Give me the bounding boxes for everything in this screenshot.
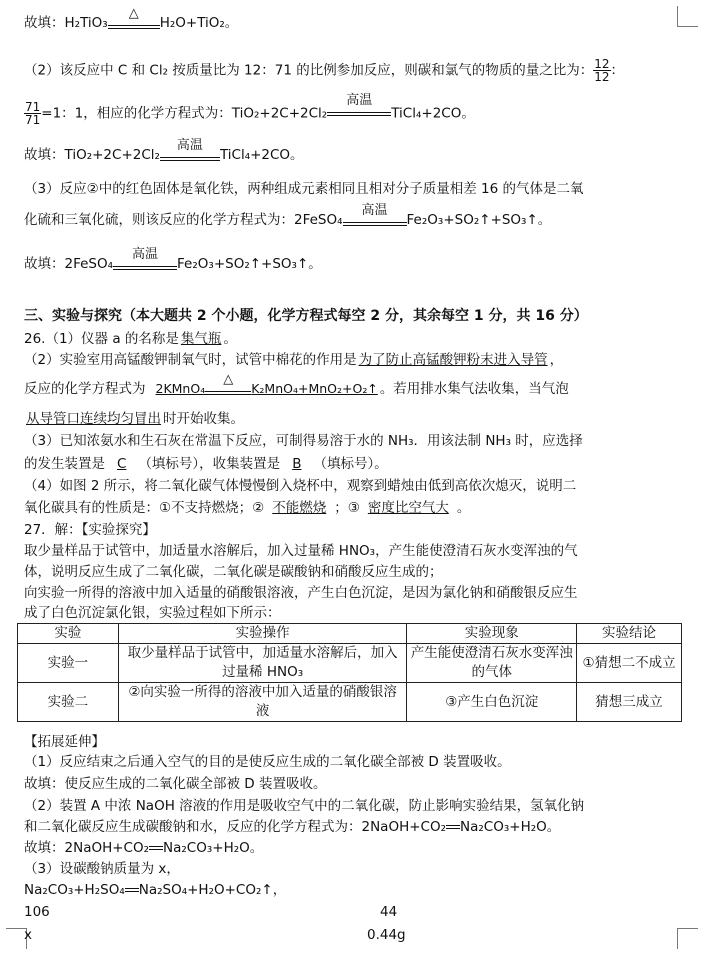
text: ： xyxy=(610,62,624,79)
table-header: 实验结论 xyxy=(577,624,682,644)
text: 故填：TiO₂+2C+2Cl₂ xyxy=(24,147,160,163)
reaction-condition: 高温 xyxy=(132,247,159,262)
text: ；③ xyxy=(334,500,360,516)
text: 化硫和三氧化硫，则该反应的化学方程式为：2FeSO₄ xyxy=(24,212,343,228)
table-header: 实验操作 xyxy=(118,624,407,644)
text: 。 xyxy=(456,500,471,516)
reaction-condition: △ xyxy=(223,372,234,387)
text: 故填：2NaOH+CO₂ xyxy=(24,840,150,856)
text: TiCl₄+2CO。 xyxy=(391,105,475,122)
section-heading: 三、实验与探究（本大题共 2 个小题，化学方程式每空 2 分，其余每空 1 分，共 16 分） xyxy=(24,308,588,324)
text: Na₂SO₄+H₂O+CO₂↑， xyxy=(138,882,287,898)
paragraph-line xyxy=(24,839,263,857)
answer-line xyxy=(24,58,624,83)
text: ， xyxy=(549,352,564,368)
text: 时开始收集。 xyxy=(163,411,244,427)
answer-blank: 不能燃烧 xyxy=(272,500,327,516)
question-line xyxy=(24,499,470,517)
table-cell: ②向实验一所得的溶液中加入适量的硝酸银溶液 xyxy=(118,683,407,722)
section-heading: 【拓展延伸】 xyxy=(24,734,105,750)
paragraph-line: 体，说明反应生成了二氧化碳，二氧化碳是碳酸钠和硝酸反应生成的； xyxy=(24,564,443,580)
crop-mark-top-right xyxy=(677,6,698,27)
text: 故填：H₂TiO₃ xyxy=(24,15,108,31)
paragraph-line: 向实验一所得的溶液中加入适量的硝酸银溶液，产生白色沉淀，是因为氯化钠和硝酸银反应生 xyxy=(24,585,578,601)
question-line xyxy=(24,330,237,348)
mass-value: 44 xyxy=(380,904,398,920)
text: Fe₂O₃+SO₂↑+SO₃↑。 xyxy=(177,256,322,272)
paragraph-line: 取少量样品于试管中，加适量水溶解后，加入过量稀 HNO₃，产生能使澄清石灰水变浑浊的气 xyxy=(24,543,578,559)
table-row xyxy=(18,644,682,683)
reaction-arrow xyxy=(205,372,251,398)
question-line xyxy=(24,351,563,369)
answer-blank: 密度比空气大 xyxy=(367,500,449,516)
text: （2）该反应中 C 和 Cl₂ 按质量比为 12：71 的比例参加反应，则碳和氯气的物质的量之比为： xyxy=(24,62,594,79)
text: 26.（1）仪器 a 的名称是 xyxy=(24,331,179,347)
text: Na₂CO₃+H₂O。 xyxy=(163,840,264,856)
question-line: （3）已知浓氨水和生石灰在常温下反应，可制得易溶于水的 NH₃．用该法制 NH₃ 时，应选择 xyxy=(24,433,583,449)
reaction-arrow xyxy=(160,138,220,164)
question-line: 27．解：【实验探究】 xyxy=(24,522,156,538)
reaction-arrow xyxy=(343,203,407,229)
text: （填标号），收集装置是 xyxy=(138,456,281,472)
answer-blank: 2KMnO₄ △ K₂MnO₄+MnO₂+O₂↑ xyxy=(155,372,378,396)
question-line: （4）如图 2 所示，将二氧化碳气体慢慢倒入烧杯中，观察到蜡烛由低到高依次熄灭，说明二 xyxy=(24,478,577,494)
text: 故填：2FeSO₄ xyxy=(24,256,114,272)
reaction-condition: 高温 xyxy=(346,93,373,108)
answer-blank: C xyxy=(117,456,127,472)
equals-sign xyxy=(125,888,139,892)
answer-line: （3）反应②中的红色固体是氧化铁，两种组成元素相同且相对分子质量相差 16 的气体是二氧 xyxy=(24,181,584,197)
answer-line xyxy=(24,6,239,32)
text: Fe₂O₃+SO₂↑+SO₃↑。 xyxy=(406,212,552,228)
reaction-condition: 高温 xyxy=(361,203,388,218)
reaction-condition: 高温 xyxy=(176,138,203,153)
text: 反应的化学方程式为 xyxy=(24,381,146,397)
text: H₂O+TiO₂。 xyxy=(159,15,239,31)
text: Na₂CO₃+H₂O。 xyxy=(460,819,561,835)
mass-value: 106 xyxy=(24,904,50,920)
answer-line xyxy=(24,138,304,164)
text: =1：1，相应的化学方程式为：TiO₂+2C+2Cl₂ xyxy=(41,105,328,122)
text: 。 xyxy=(223,331,237,347)
text: （填标号）。 xyxy=(313,456,388,472)
table-header-row xyxy=(18,624,682,644)
crop-mark-bottom-right xyxy=(677,928,698,949)
answer-line xyxy=(24,247,322,273)
table-cell: 猜想三成立 xyxy=(577,683,682,722)
answer-line xyxy=(24,93,475,127)
reaction-arrow xyxy=(113,247,177,273)
table-cell: 实验一 xyxy=(18,644,119,683)
table-header: 实验 xyxy=(18,624,119,644)
text: 的发生装置是 xyxy=(24,456,105,472)
text: 和二氧化碳反应生成碳酸钠和水，反应的化学方程式为：2NaOH+CO₂ xyxy=(24,819,447,835)
table-cell: 实验二 xyxy=(18,683,119,722)
answer-blank: 集气瓶 xyxy=(180,331,222,347)
question-line xyxy=(24,372,569,398)
mass-value: x xyxy=(24,927,32,943)
answer-blank: 从导管口连续均匀冒出 xyxy=(26,411,161,427)
answer-blank: B xyxy=(292,456,302,472)
table-cell: ①猜想二不成立 xyxy=(577,644,682,683)
table-cell: 取少量样品于试管中，加适量水溶解后，加入过量稀 HNO₃ xyxy=(118,644,407,683)
reaction-arrow xyxy=(327,93,391,119)
reaction-condition: △ xyxy=(128,6,139,21)
reaction-arrow xyxy=(108,6,160,32)
paragraph-line: （2）装置 A 中浓 NaOH 溶液的作用是吸收空气中的二氧化碳，防止影响实验结果，氢氧化钠 xyxy=(24,798,585,814)
paragraph-line xyxy=(24,881,286,899)
question-line xyxy=(24,455,388,473)
equals-sign xyxy=(149,846,163,850)
mass-value: 0.44g xyxy=(367,927,406,943)
paragraph-line: 故填：使反应生成的二氧化碳全部被 D 装置吸收。 xyxy=(24,776,327,792)
paragraph-line: （3）设碳酸钠质量为 x， xyxy=(24,861,180,877)
experiment-table xyxy=(17,623,682,722)
table-cell: 产生能使澄清石灰水变浑浊的气体 xyxy=(407,644,577,683)
text: TiCl₄+2CO。 xyxy=(219,147,304,163)
table-cell: ③产生白色沉淀 xyxy=(407,683,577,722)
question-line xyxy=(24,410,244,428)
fraction: $\frac{71}{71}$ xyxy=(25,100,41,127)
paragraph-line xyxy=(24,818,560,836)
fraction: $\frac{12}{12}$ xyxy=(594,57,610,84)
text: （2）实验室用高锰酸钾制氧气时，试管中棉花的作用是 xyxy=(24,352,357,368)
text: 氧化碳具有的性质是：①不支持燃烧；② xyxy=(24,500,265,516)
text: Na₂CO₃+H₂SO₄ xyxy=(24,882,125,898)
paragraph-line: （1）反应结束之后通入空气的目的是使反应生成的二氧化碳全部被 D 装置吸收。 xyxy=(24,754,511,770)
table-row xyxy=(18,683,682,722)
answer-blank: 为了防止高锰酸钾粉末进入导管 xyxy=(358,352,548,368)
table-header: 实验现象 xyxy=(407,624,577,644)
paragraph-line: 成了白色沉淀氯化银，实验过程如下所示： xyxy=(24,605,281,621)
answer-line xyxy=(24,203,552,229)
text: 。若用排水集气法收集，当气泡 xyxy=(379,381,569,397)
equals-sign xyxy=(446,825,460,829)
